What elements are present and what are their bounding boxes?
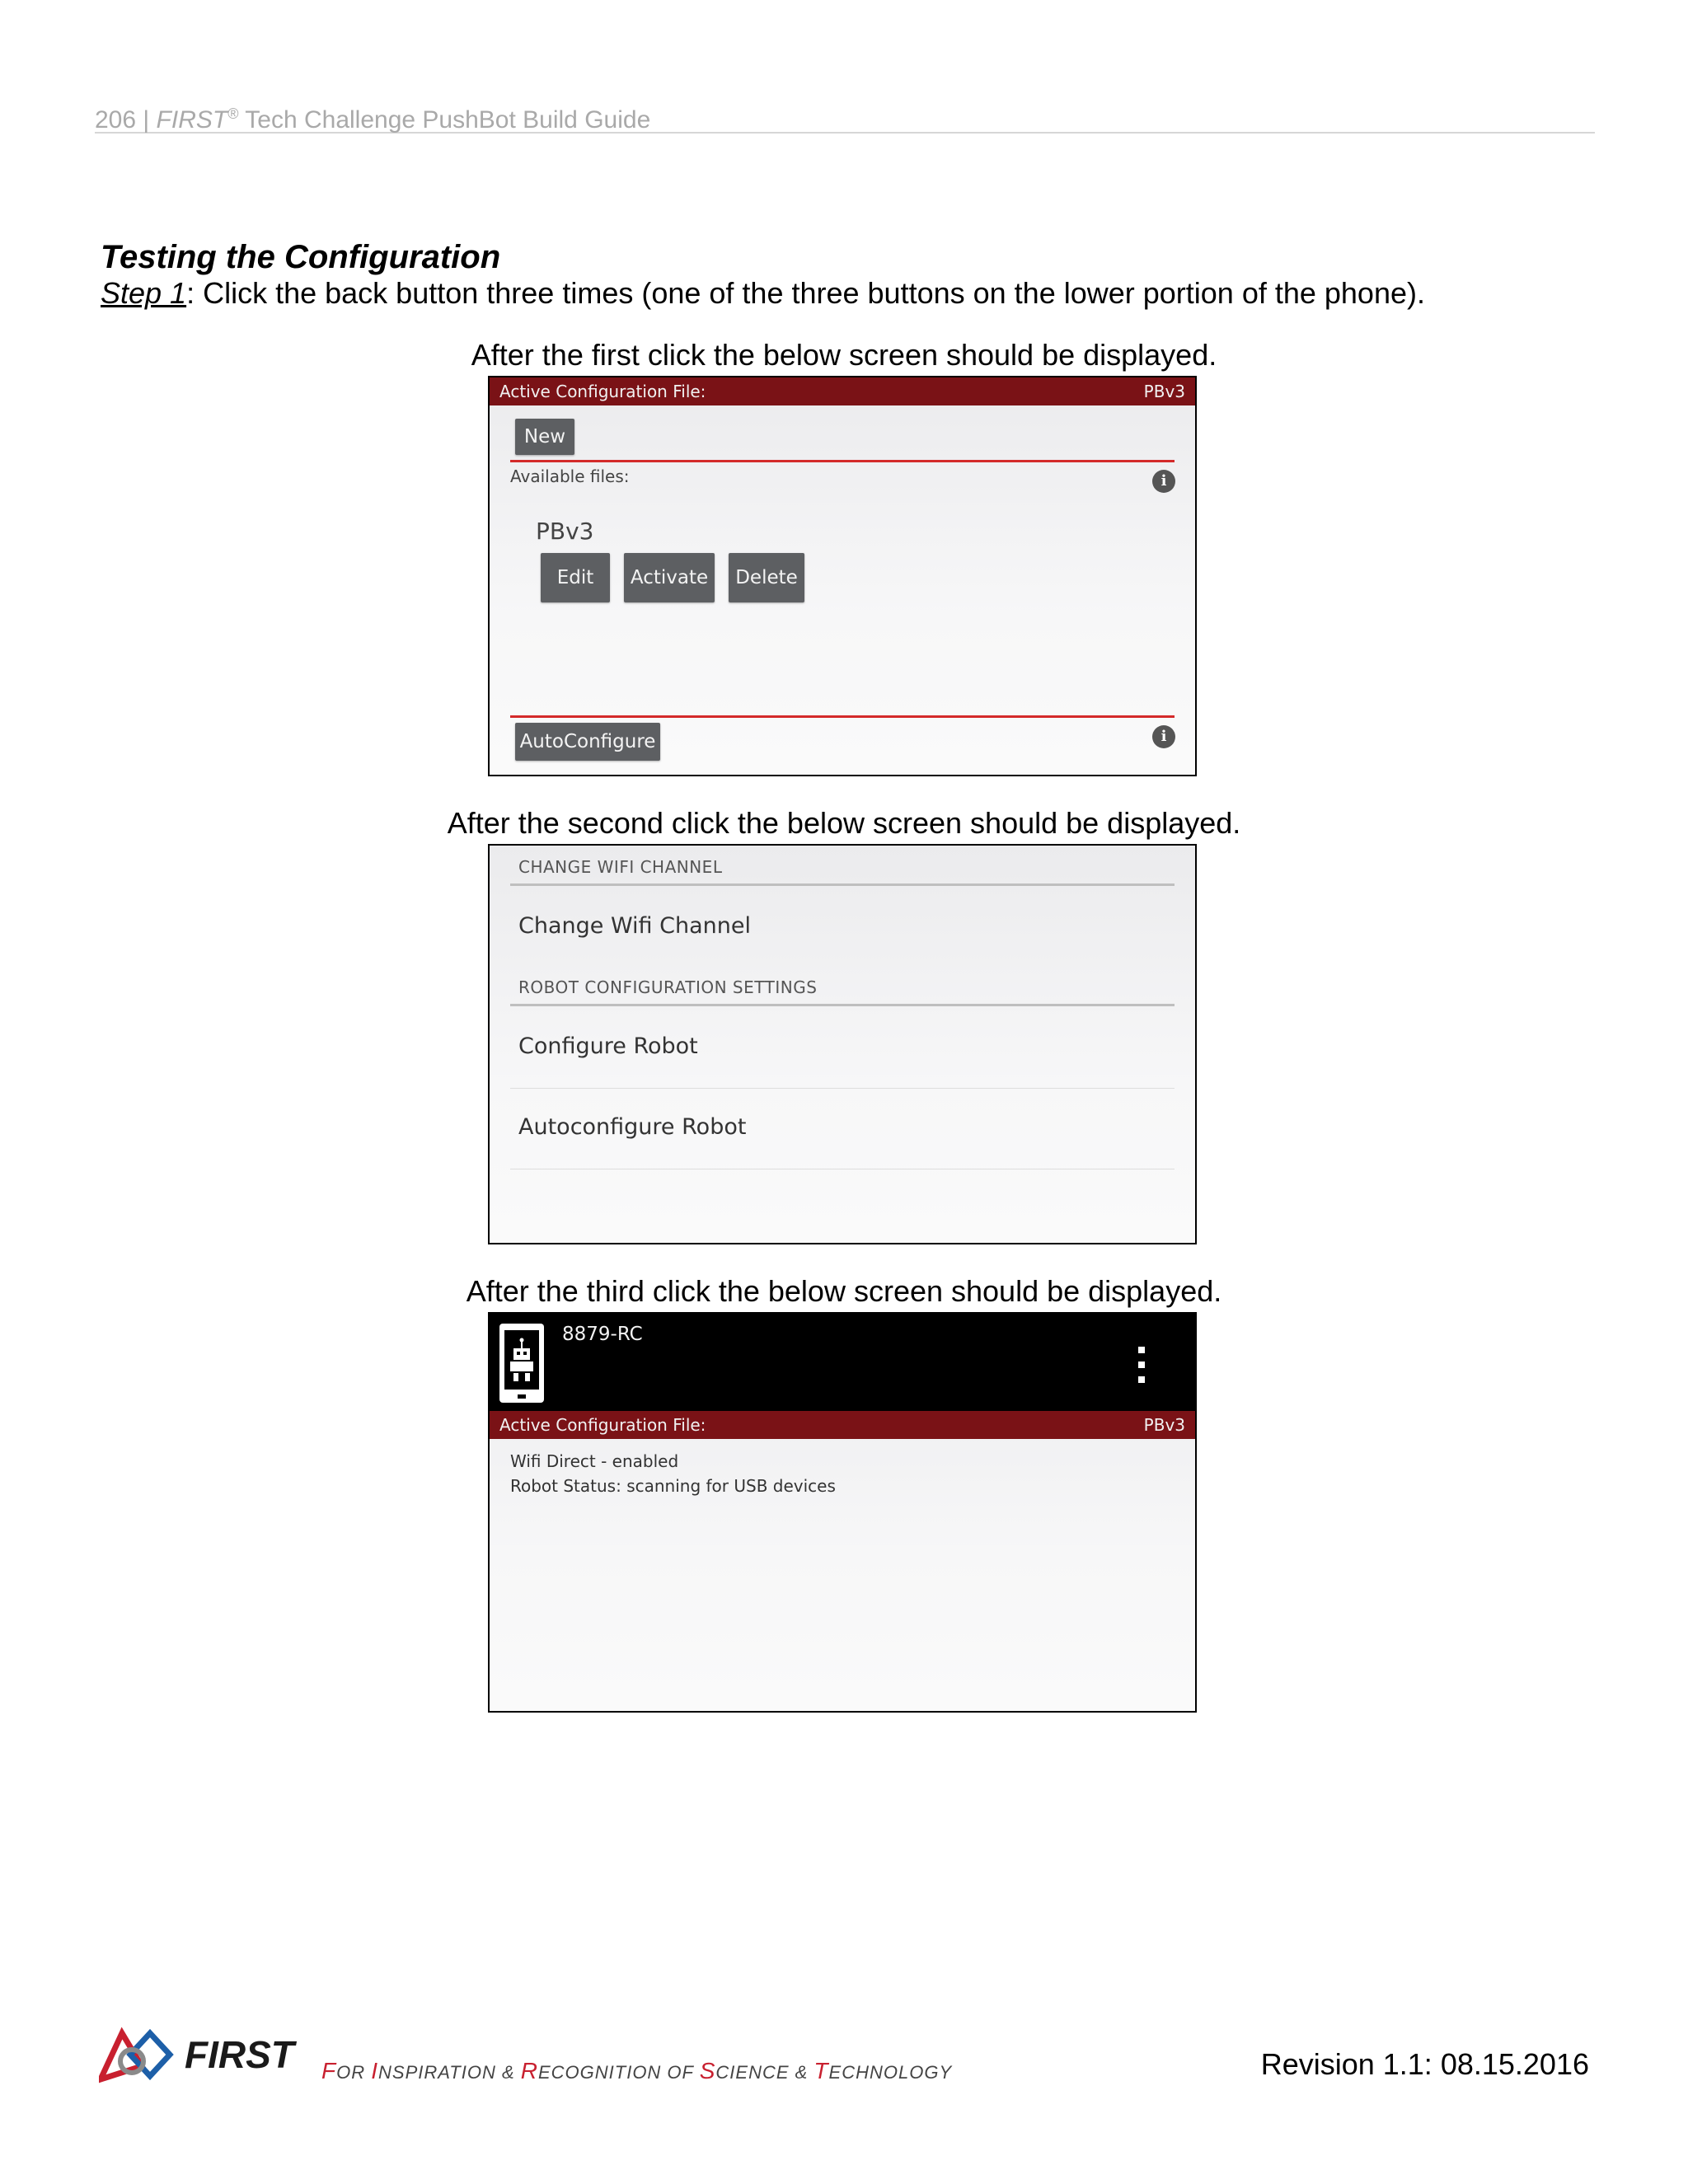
red-divider <box>510 460 1175 462</box>
step-label: Step 1 <box>101 276 187 310</box>
section-divider <box>510 883 1175 886</box>
caption-second-click: After the second click the below screen should be displayed. <box>447 806 1241 840</box>
active-config-value: PBv3 <box>1143 1415 1185 1435</box>
info-icon[interactable]: i <box>1152 470 1175 493</box>
robot-controller-screen <box>488 1312 1197 1713</box>
tagline-cience: CIENCE & <box>715 2062 814 2083</box>
tagline-r: R <box>520 2058 538 2083</box>
step-1-text <box>101 276 1425 311</box>
active-config-bar <box>490 1411 1195 1439</box>
settings-screen <box>488 844 1197 1244</box>
more-vert-icon[interactable] <box>1136 1345 1147 1385</box>
section-title: Testing the Configuration <box>101 239 501 275</box>
brand-name: FIRST <box>156 106 228 134</box>
active-config-label: Active Configuration File: <box>499 382 706 401</box>
robot-section-header: ROBOT CONFIGURATION SETTINGS <box>518 977 818 997</box>
page-number: 206 | <box>95 106 150 134</box>
tagline-i: I <box>371 2058 379 2083</box>
autoconfigure-button[interactable]: AutoConfigure <box>515 723 660 761</box>
guide-title: Tech Challenge PushBot Build Guide <box>245 106 651 134</box>
red-divider-bottom <box>510 715 1175 718</box>
caption-third-click: After the third click the below screen should be displayed. <box>466 1274 1222 1308</box>
robot-phone-icon <box>498 1322 546 1404</box>
tagline-s: S <box>699 2058 716 2083</box>
tagline-echnology: ECHNOLOGY <box>828 2062 953 2083</box>
caption-first-click: After the first click the below screen should be displayed. <box>471 338 1217 372</box>
tagline-f: F <box>321 2058 337 2083</box>
page-header <box>95 97 1595 134</box>
tagline-nspiration: NSPIRATION & <box>378 2062 521 2083</box>
robot-status: Robot Status: scanning for USB devices <box>510 1476 836 1496</box>
activate-button[interactable]: Activate <box>624 553 715 602</box>
delete-button[interactable]: Delete <box>729 553 804 602</box>
step-instruction: : Click the back button three times (one of the three buttons on the lower portion of the phone). <box>186 276 1425 310</box>
new-button[interactable]: New <box>515 419 574 455</box>
item-divider <box>510 1088 1175 1089</box>
tagline-ecognition: ECOGNITION OF <box>537 2062 700 2083</box>
configure-robot-item[interactable]: Configure Robot <box>518 1033 698 1059</box>
active-config-label: Active Configuration File: <box>499 1415 706 1435</box>
info-icon-bottom[interactable]: i <box>1152 725 1175 748</box>
first-logo <box>99 2023 313 2089</box>
change-wifi-channel-item[interactable]: Change Wifi Channel <box>518 913 751 939</box>
revision-text: Revision 1.1: 08.15.2016 <box>1260 2047 1589 2081</box>
app-bar <box>490 1314 1195 1411</box>
logo-wordmark: FIRST <box>185 2033 294 2076</box>
section-divider-2 <box>510 1004 1175 1006</box>
autoconfigure-robot-item[interactable]: Autoconfigure Robot <box>518 1114 747 1140</box>
edit-button[interactable]: Edit <box>541 553 610 602</box>
config-file-screen <box>488 376 1197 776</box>
registered-mark: ® <box>227 105 239 122</box>
active-config-bar <box>490 377 1195 405</box>
wifi-status: Wifi Direct - enabled <box>510 1451 679 1471</box>
wifi-section-header: CHANGE WIFI CHANNEL <box>518 857 723 877</box>
device-name: 8879-RC <box>562 1324 643 1345</box>
first-tagline <box>321 2058 952 2084</box>
tagline-t: T <box>814 2058 829 2083</box>
available-files-label: Available files: <box>510 466 630 486</box>
file-name: PBv3 <box>536 518 594 545</box>
tagline-or: OR <box>336 2062 372 2083</box>
active-config-value: PBv3 <box>1143 382 1185 401</box>
